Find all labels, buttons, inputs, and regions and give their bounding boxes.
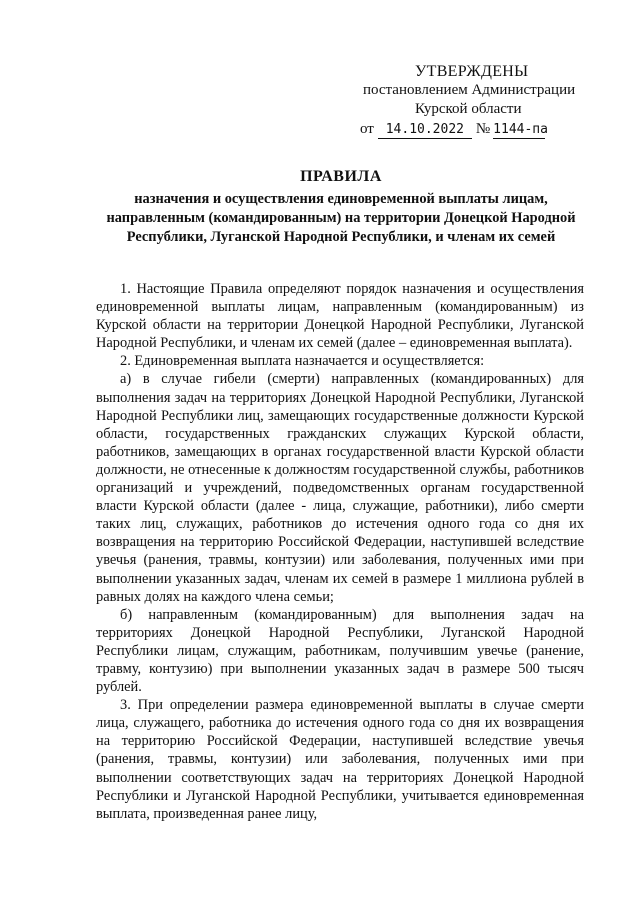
paragraph-3: 3. При определении размера единовременной выплаты в случае смерти лица, служащего, работника до истечения одного года со дня их возвращения на территорию Российской Федерации, наступившей вследствие увечья (ранения, травмы, контузии) или заболевания, полученных ими при выполнении соответствующих задач на территориях Донецкой Народной Республики и Луганской Народной Республики, учитывается единовременная выплата, произведенная ранее лицу,: [96, 697, 584, 822]
approved-by-decree: постановлением Администрации: [363, 82, 576, 98]
decree-number: 1144-па: [493, 122, 548, 137]
paragraph-2a: а) в случае гибели (смерти) направленных (командированных) для выполнения задач на территориях Донецкой Народной Республики, Луганской Народной Республики лиц, замещающих государственные должности Курской области, государственных гражданских служащих Курской области, работников, замещающих в органах государственной власти Курской области должности, не отнесенные к должностям государственной службы, работников организаций и учреждений, подведомственных органам государственной власти Курской области (далее - лица, служащие, работники), либо смерти таких лиц, служащих, работников до истечения одного года со дня их возвращения на территорию Российской Федерации, наступившей вследствие увечья (ранения, травмы, контузии) или заболевания, полученных ими при выполнении указанных задач, членам их семей в размере 1 миллиона рублей в равных долях на каждого члена семьи;: [96, 371, 584, 605]
decree-date: 14.10.2022: [378, 122, 472, 139]
title-subtitle: назначения и осуществления единовременной выплаты лицам, направленным (командированным) на территории Донецкой Народной Республики, Луганской Народной Республики, и членам их семей: [106, 191, 576, 245]
approval-date-number: [360, 120, 600, 139]
paragraph-1: 1. Настоящие Правила определяют порядок назначения и осуществления единовременной выплаты лицам, направленным (командированным) из Курской области на территории Донецкой Народной Республики, Луганской Народной Республики, и членам их семей (далее – единовременная выплата).: [96, 281, 584, 352]
approval-block: [360, 62, 600, 139]
from-label: от: [360, 121, 374, 137]
approved-label: УТВЕРЖДЕНЫ: [415, 63, 529, 80]
document-title: [96, 168, 586, 247]
document-body: [96, 280, 584, 823]
paragraph-2: 2. Единовременная выплата назначается и осуществляется:: [120, 353, 485, 370]
title-heading: ПРАВИЛА: [300, 168, 382, 185]
number-label: №: [475, 121, 491, 137]
approved-region: Курской области: [415, 101, 522, 117]
paragraph-2b: б) направленным (командированным) для выполнения задач на территориях Донецкой Народной Республики, Луганской Народной Республики лицам, служащим, работникам, получившим увечье (ранение, травму, контузию) при выполнении указанных задач в размере 500 тысяч рублей.: [96, 606, 584, 696]
